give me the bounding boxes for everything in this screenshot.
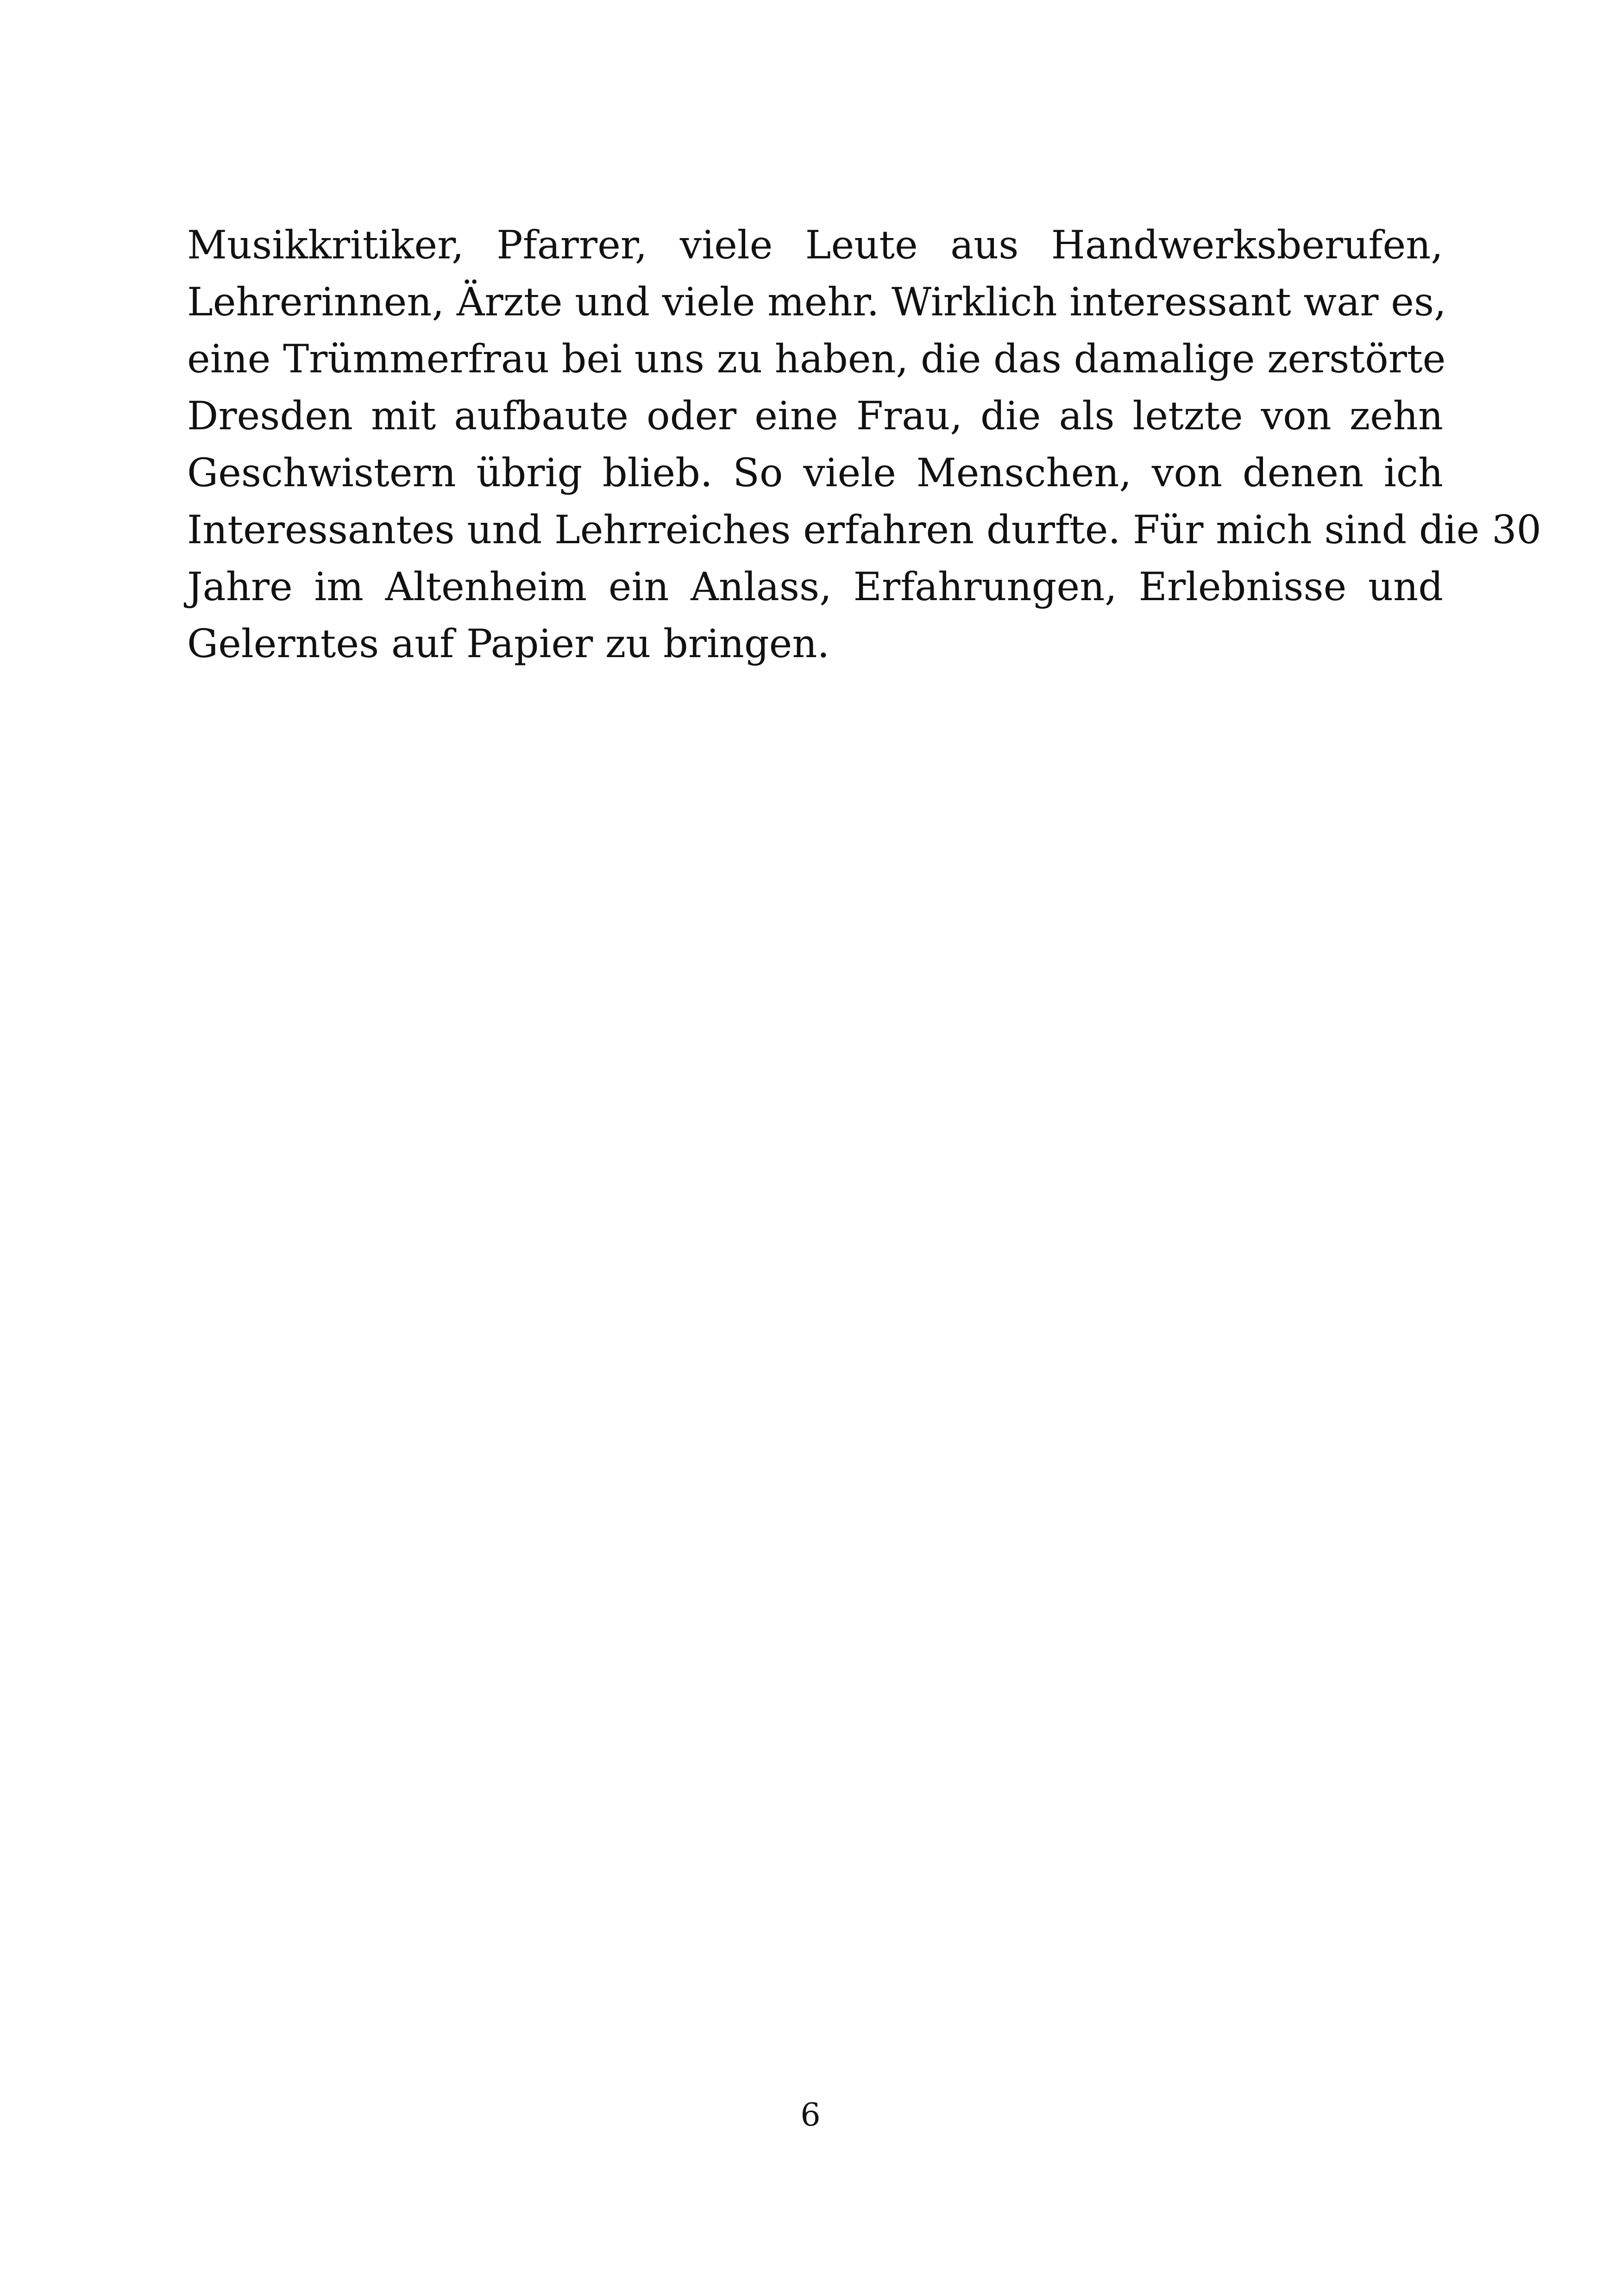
- paragraph-line-last: Gelerntes auf Papier zu bringen.: [187, 621, 830, 666]
- paragraph-line: Dresden mit aufbaute oder eine Frau, die als letzte von zehn: [187, 393, 1443, 439]
- paragraph-line: Geschwistern übrig blieb. So viele Menschen, von denen ich: [187, 450, 1443, 496]
- paragraph-line: Interessantes und Lehrreiches erfahren durfte. Für mich sind die 30: [187, 507, 1541, 552]
- paragraph-line: Musikkritiker, Pfarrer, viele Leute aus Handwerksberufen,: [187, 222, 1443, 268]
- body-paragraph: [187, 217, 1541, 672]
- paragraph-line: Jahre im Altenheim ein Anlass, Erfahrungen, Erlebnisse und: [187, 564, 1443, 609]
- paragraph-line: eine Trümmerfrau bei uns zu haben, die das damalige zerstörte: [187, 336, 1446, 382]
- paragraph-line: Lehrerinnen, Ärzte und viele mehr. Wirklich interessant war es,: [187, 279, 1446, 325]
- page-number: 6: [800, 2097, 821, 2133]
